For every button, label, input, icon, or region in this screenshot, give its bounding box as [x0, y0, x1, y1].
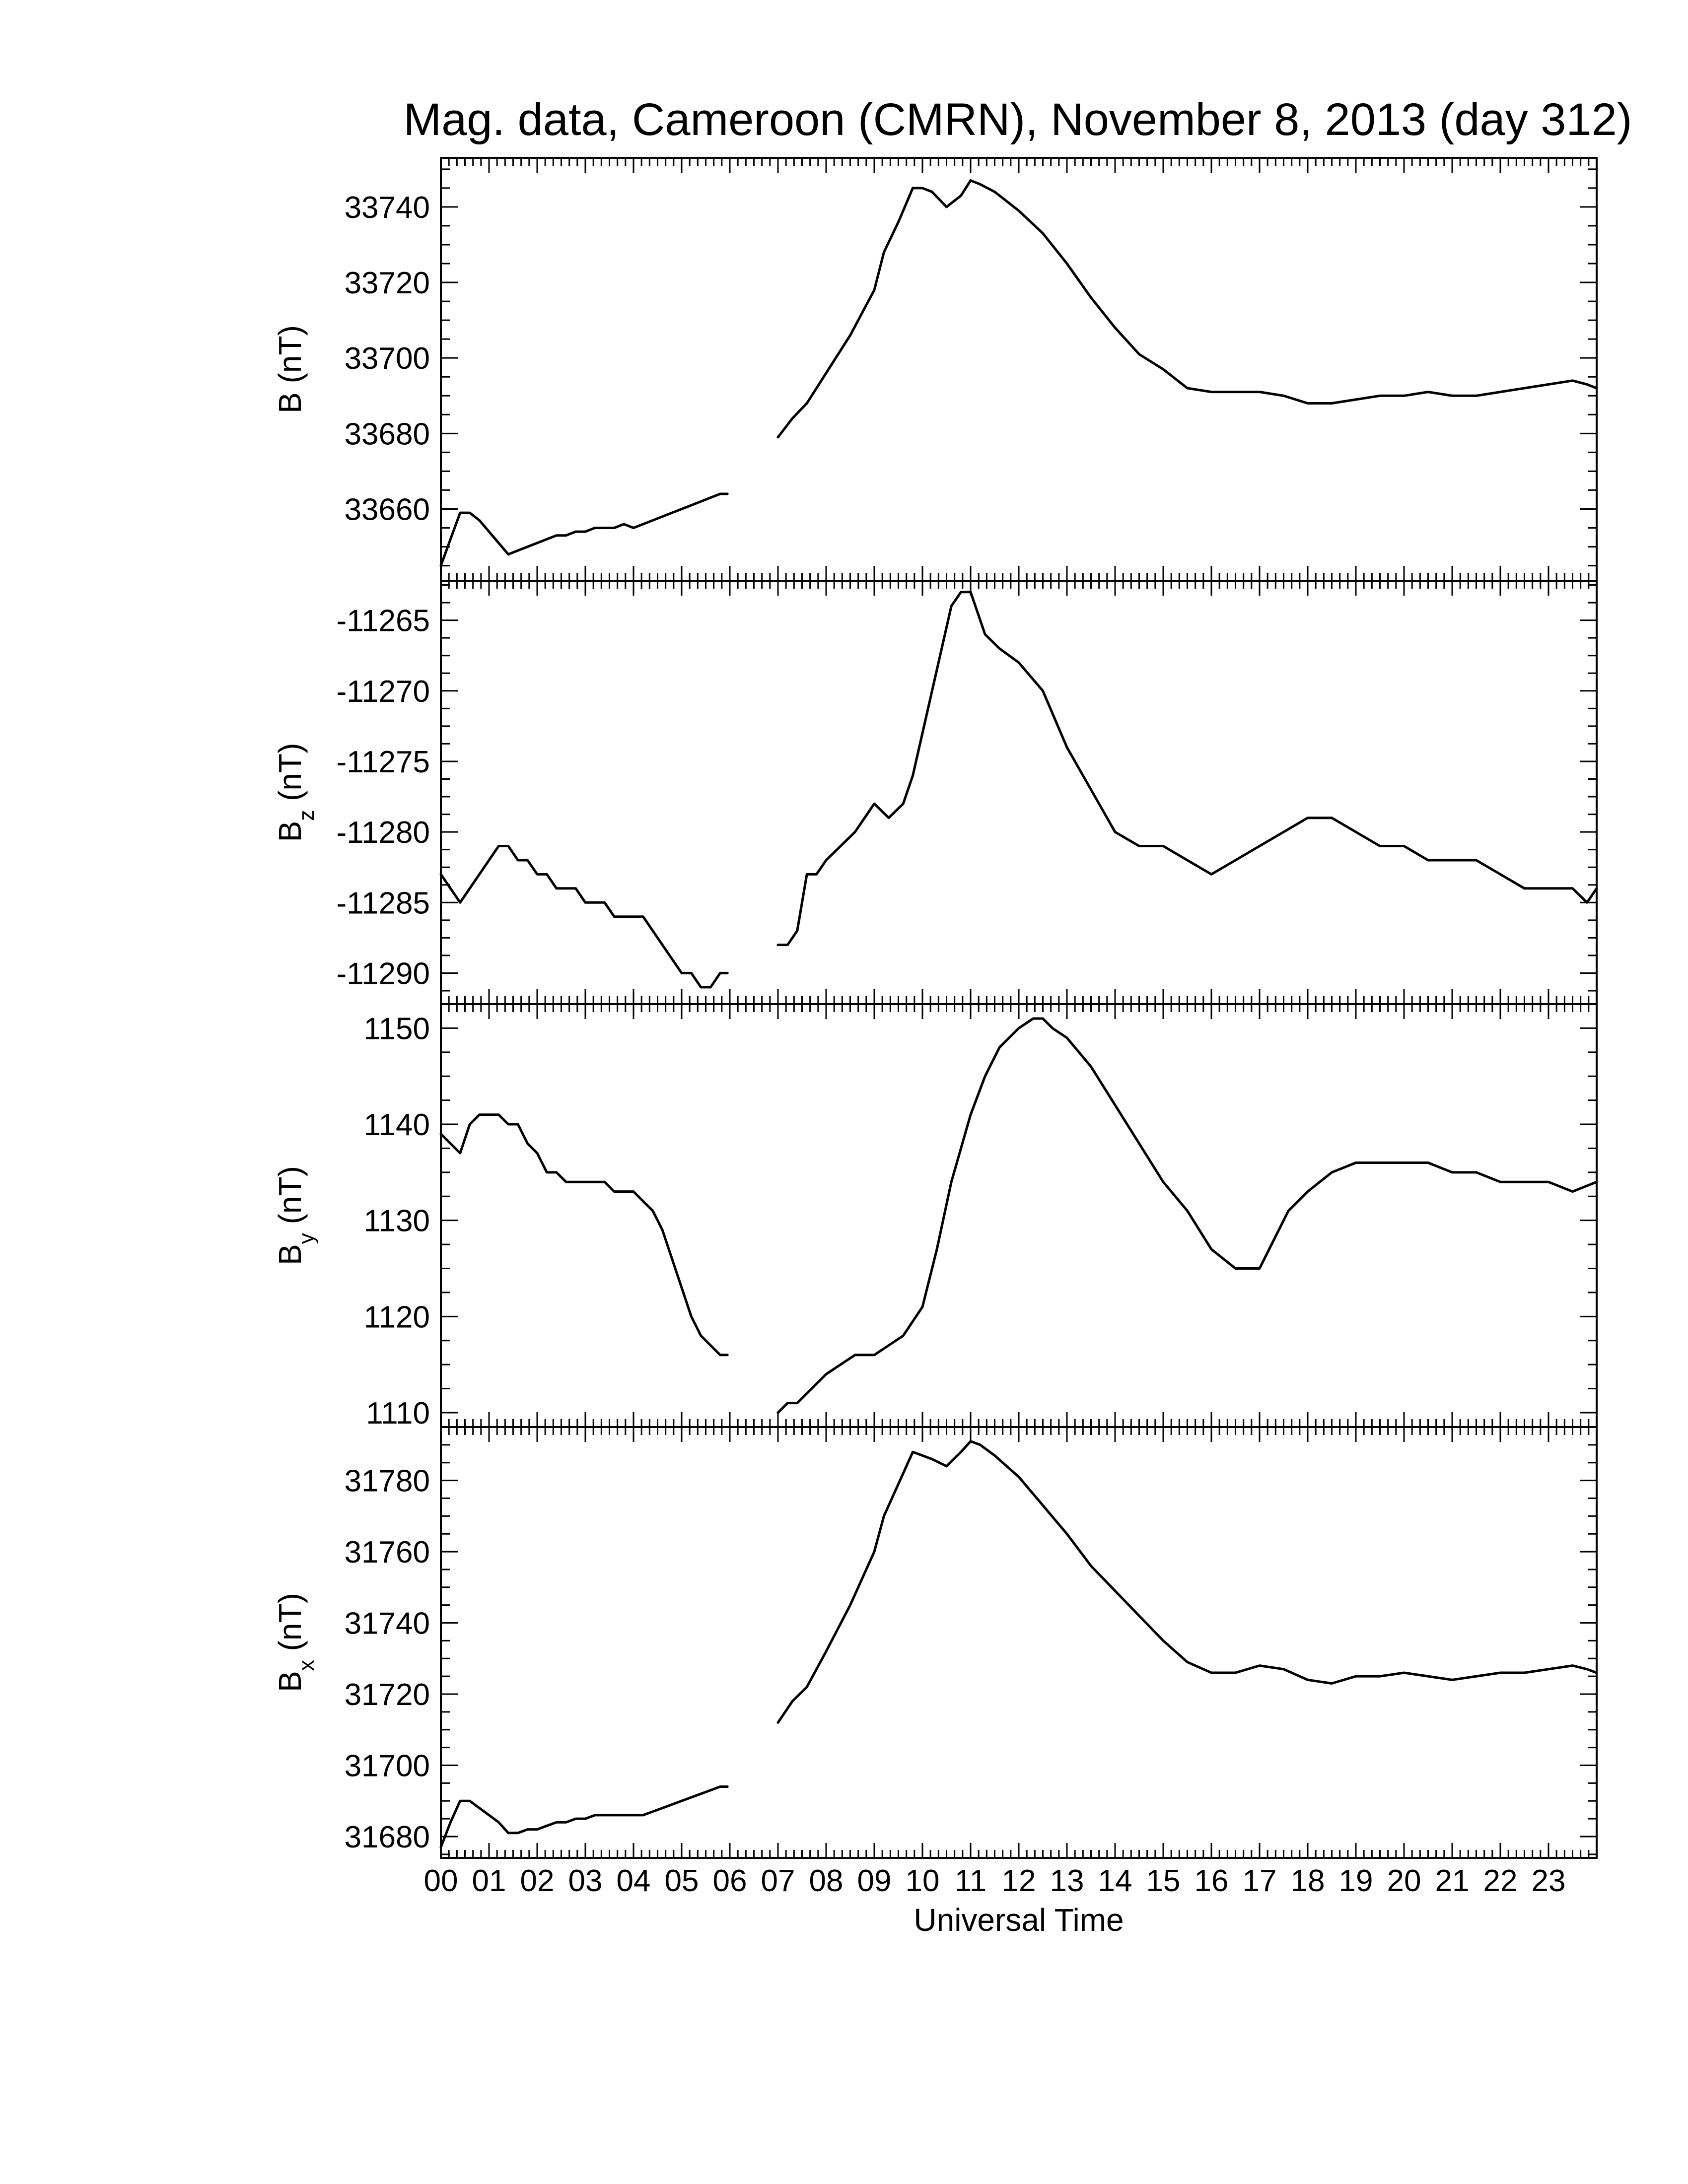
- y-tick-label: 31760: [344, 1535, 430, 1570]
- data-trace-segment-2: [778, 592, 1597, 945]
- y-tick-label: 31700: [344, 1749, 430, 1783]
- x-tick-label: 04: [616, 1864, 651, 1898]
- y-tick-label: 1130: [363, 1204, 430, 1238]
- x-tick-label: 08: [809, 1864, 844, 1898]
- x-tick-label: 13: [1050, 1864, 1084, 1898]
- x-tick-label: 07: [761, 1864, 795, 1898]
- x-axis: [424, 1864, 1566, 1898]
- x-tick-label: 12: [1001, 1864, 1036, 1898]
- y-tick-label: -11290: [336, 956, 430, 991]
- data-trace-segment-1: [441, 1787, 727, 1847]
- x-tick-label: 10: [905, 1864, 940, 1898]
- panel-frame: [441, 581, 1597, 1004]
- x-tick-label: 15: [1146, 1864, 1181, 1898]
- y-tick-label: 1120: [363, 1300, 430, 1335]
- y-axis-label: $B_x$ (nT): [272, 1593, 319, 1692]
- y-tick-label: 31740: [344, 1606, 430, 1641]
- x-tick-label: 23: [1531, 1864, 1566, 1898]
- x-tick-label: 14: [1098, 1864, 1132, 1898]
- x-tick-label: 20: [1387, 1864, 1421, 1898]
- x-tick-label: 01: [472, 1864, 506, 1898]
- y-tick-label: -11265: [336, 604, 430, 638]
- y-axis-label: $B_z$ (nT): [272, 743, 319, 842]
- panel-bz: [272, 581, 1597, 1004]
- y-tick-label: 1140: [363, 1108, 430, 1143]
- panel-frame: [441, 1004, 1597, 1427]
- x-tick-label: 00: [423, 1864, 458, 1898]
- y-tick-label: 1150: [363, 1012, 430, 1046]
- y-tick-label: 31720: [344, 1678, 430, 1712]
- y-axis-label: B (nT): [272, 325, 308, 413]
- data-trace-segment-1: [441, 1115, 727, 1355]
- x-tick-label: 21: [1435, 1864, 1470, 1898]
- panel-bx: [272, 1427, 1597, 1858]
- y-tick-label: -11280: [336, 816, 430, 850]
- data-trace-segment-2: [778, 1019, 1597, 1413]
- panel-frame: [441, 1427, 1597, 1858]
- x-axis-label: Universal Time: [914, 1902, 1124, 1938]
- x-tick-label: 19: [1338, 1864, 1373, 1898]
- y-tick-label: -11270: [336, 674, 430, 709]
- y-tick-label: -11285: [336, 886, 430, 921]
- x-tick-label: 03: [568, 1864, 603, 1898]
- panels: [272, 158, 1597, 1858]
- y-tick-label: 33700: [344, 341, 430, 376]
- y-tick-label: 31780: [344, 1464, 430, 1499]
- figure-title: Mag. data, Cameroon (CMRN), November 8, 2013 (day 312): [403, 94, 1632, 145]
- x-tick-label: 06: [712, 1864, 747, 1898]
- y-tick-label: 33680: [344, 417, 430, 452]
- panel-b-total: [272, 158, 1597, 581]
- panel-by: [272, 1004, 1597, 1431]
- y-axis-label: $B_y$ (nT): [272, 1166, 319, 1265]
- y-tick-label: 33660: [344, 492, 430, 527]
- x-tick-label: 02: [520, 1864, 555, 1898]
- data-trace-segment-2: [778, 1441, 1597, 1723]
- x-tick-label: 05: [664, 1864, 699, 1898]
- data-trace-segment-1: [441, 494, 727, 566]
- data-trace-segment-1: [441, 846, 727, 987]
- x-tick-label: 17: [1242, 1864, 1277, 1898]
- x-tick-label: 18: [1290, 1864, 1325, 1898]
- panel-frame: [441, 158, 1597, 581]
- x-tick-label: 11: [954, 1864, 987, 1898]
- x-tick-label: 22: [1483, 1864, 1518, 1898]
- y-tick-label: 33740: [344, 190, 430, 225]
- y-tick-label: 31680: [344, 1820, 430, 1854]
- y-tick-label: 33720: [344, 266, 430, 301]
- y-tick-label: 1110: [366, 1396, 430, 1431]
- y-tick-label: -11275: [336, 745, 430, 779]
- data-trace-segment-2: [778, 181, 1597, 437]
- x-tick-label: 16: [1194, 1864, 1229, 1898]
- x-tick-label: 09: [857, 1864, 892, 1898]
